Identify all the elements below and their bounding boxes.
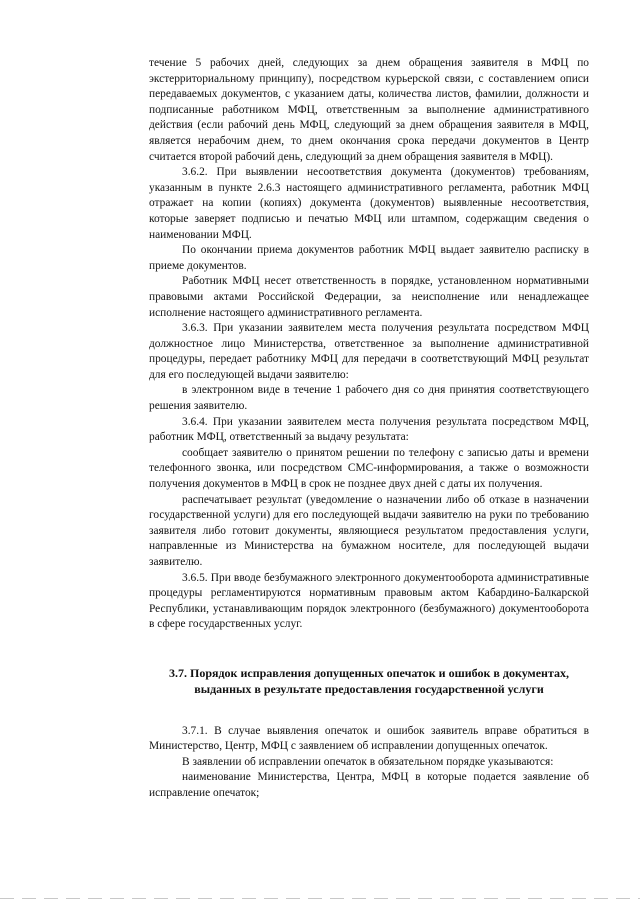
- paragraph-3-7-1: 3.7.1. В случае выявления опечаток и ошибок заявитель вправе обратиться в Министерство, Центр, МФЦ с заявлением об исправлении допущенных опечаток.: [149, 724, 589, 753]
- paragraph-responsibility: Работник МФЦ несет ответственность в порядке, установленном нормативными правовыми актами Российской Федерации, за неисполнение или ненадлежащее исполнение настоящего административного регламента.: [149, 275, 589, 319]
- paragraph-application-contents: В заявлении об исправлении опечаток в обязательном порядке указываются:: [182, 755, 554, 768]
- paragraph-3-6-4: 3.6.4. При указании заявителем места получения результата посредством МФЦ, работник МФЦ, ответственный за выдачу результата:: [149, 415, 589, 444]
- paragraph-3-6-5: 3.6.5. При вводе безбумажного электронного документооборота административные процедуры регламентируются нормативным правовым актом Кабардино-Балкарской Республики, устанавливающим порядок электронного (безбумажного) документооборота в сфере государственных услуг.: [149, 571, 589, 631]
- paragraph-3-6-3: 3.6.3. При указании заявителем места получения результата посредством МФЦ должностное лицо Министерства, ответственное за выполнение административной процедуры, передает работнику МФЦ для передачи в соответствующий МФЦ результат для его последующей выдачи заявителю:: [149, 322, 589, 381]
- paragraph-3-6-2: 3.6.2. При выявлении несоответствия документа (документов) требованиям, указанным в пункте 2.6.3 настоящего административного регламента, работник МФЦ отражает на копии (копиях) документа (документов) выявленные несоответствия, которые заверяет подписью и печатью МФЦ или штампом, содержащим сведения о наименовании МФЦ.: [149, 166, 589, 241]
- paragraph-continuation: течение 5 рабочих дней, следующих за днем обращения заявителя в МФЦ по экстерриториальному принципу), посредством курьерской связи, с составлением описи передаваемых документов, с указанием даты, количества листов, фамилии, должности и подписанные работником МФЦ, ответственным за выполнение административного действия (если рабочий день МФЦ, следующий за днем обращения заявителя в МФЦ, является нерабочим днем, то днем окончания срока передачи документов в Центр считается второй рабочий день, следующий за днем обращения заявителя в МФЦ).: [149, 57, 589, 163]
- paragraph-print: распечатывает результат (уведомление о назначении либо об отказе в назначении государственной услуги) для его последующей выдачи заявителю на руки по требованию заявителя либо готовит документы, являющиеся результатом предоставления услуги, направленные из Министерства на бумажном носителе, для последующей выдачи заявителю.: [149, 493, 589, 568]
- scan-edge-divider: [0, 898, 640, 899]
- paragraph-notify: сообщает заявителю о принятом решении по телефону с записью даты и времени телефонного звонка, или посредством СМС-информирования, а также о возможности получения документов в МФЦ в срок не позднее двух дней с даты их получения.: [149, 446, 589, 491]
- paragraph-electronic: в электронном виде в течение 1 рабочего дня со дня принятия соответствующего решения заявителю.: [149, 384, 589, 413]
- document-page: [149, 56, 589, 802]
- section-heading-3-7: 3.7. Порядок исправления допущенных опечаток и ошибок в документах, выданных в результате предоставления государственной услуги: [168, 665, 569, 696]
- paragraph-ministry-name: наименование Министерства, Центра, МФЦ в которые подается заявление об исправление опечаток;: [149, 771, 589, 799]
- paragraph-receipt: По окончании приема документов работник МФЦ выдает заявителю расписку в приеме документов.: [149, 244, 589, 272]
